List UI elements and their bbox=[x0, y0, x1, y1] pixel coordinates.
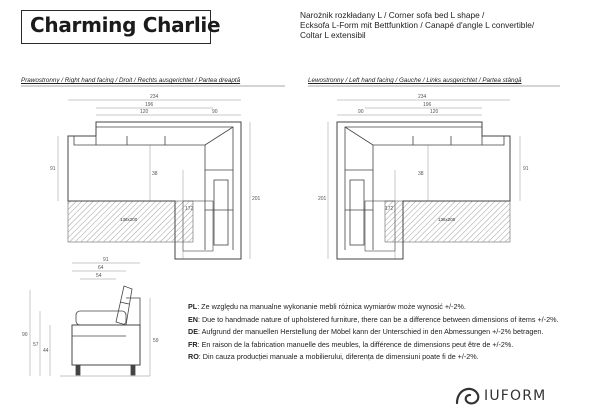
dim-label: 196 bbox=[423, 102, 432, 108]
dim-label: 234 bbox=[418, 94, 427, 100]
right-chaise-cushion bbox=[214, 180, 228, 245]
dim-label: 196 bbox=[145, 102, 154, 108]
dim-label: 120 bbox=[430, 109, 439, 115]
dim-label: 90 bbox=[212, 109, 218, 115]
dim-label: 38 bbox=[152, 171, 158, 177]
subtitle-line: Ecksofa L-Form mit Bettfunktion / Canapé d'angle L convertible/ bbox=[300, 20, 535, 30]
side-backrest bbox=[116, 286, 132, 325]
subtitle-line: Coltar L extensibil bbox=[300, 30, 366, 40]
dim-label: 38 bbox=[418, 171, 424, 177]
dim-label: 234 bbox=[150, 94, 159, 100]
dim-label: 57 bbox=[33, 342, 39, 348]
dim-label: 91 bbox=[103, 257, 109, 263]
note-de: DE: Aufgrund der manuellen Herstellung der Möbel kann der Unterschied in den Abmessungen +/-2% betragen. bbox=[188, 327, 544, 337]
bed-size-label: 136x200 bbox=[438, 217, 456, 222]
subtitle-line: Narożnik rozkładany L / Corner sofa bed L shape / bbox=[300, 10, 485, 20]
dim-label: 120 bbox=[140, 109, 149, 115]
side-dimension-labels bbox=[22, 257, 159, 354]
side-body bbox=[72, 325, 140, 365]
note-pl: PL: Ze względu na manualne wykonanie mebli różnica wymiarów może wynosić +/-2%. bbox=[188, 302, 466, 311]
left-chaise-cushion bbox=[350, 180, 364, 245]
dim-label: 54 bbox=[96, 273, 102, 279]
note-en: EN: Due to handmade nature of upholstered furniture, there can be a difference between dimensions of items +/-2%. bbox=[188, 314, 559, 324]
side-view bbox=[30, 263, 150, 376]
dim-label: 59 bbox=[153, 338, 159, 344]
dim-label: 172 bbox=[385, 206, 394, 212]
left-view-label: Lewostronny / Left hand facing / Gauche / Links ausgerichtet / Partea stângă bbox=[308, 77, 522, 84]
left-hand-top-view bbox=[328, 100, 520, 259]
note-fr: FR: En raison de la fabrication manuelle des meubles, la différence de dimensions peut être de +/-2%. bbox=[188, 339, 514, 349]
dim-label: 91 bbox=[50, 166, 56, 172]
right-hand-top-view bbox=[58, 100, 250, 259]
product-title: Charming Charlie bbox=[30, 13, 221, 37]
side-leg-back bbox=[131, 365, 135, 375]
bed-size-label: 136x200 bbox=[120, 217, 138, 222]
brand-name: IUFORM bbox=[484, 388, 547, 404]
dim-label: 91 bbox=[523, 166, 529, 172]
dim-label: 64 bbox=[98, 265, 104, 271]
dim-label: 44 bbox=[43, 348, 49, 354]
dim-label: 90 bbox=[358, 109, 364, 115]
note-ro: RO: Din cauza producției manuale a mobilierului, diferența de dimensiuni poate fi de +/-2%. bbox=[188, 352, 479, 362]
left-corner-seam bbox=[345, 127, 373, 145]
dim-label: 201 bbox=[318, 196, 327, 202]
tolerance-notes bbox=[188, 301, 598, 364]
miuform-swirl-icon bbox=[453, 383, 483, 409]
dim-label: 90 bbox=[22, 332, 28, 338]
dim-label: 201 bbox=[252, 196, 261, 202]
side-leg-front bbox=[76, 365, 80, 375]
dim-label: 172 bbox=[185, 206, 194, 212]
right-view-label: Prawostronny / Right hand facing / Droit / Rechts ausgerichtet / Partea dreaptă bbox=[21, 77, 241, 84]
brand-logo bbox=[453, 383, 593, 409]
right-corner-seam bbox=[205, 127, 233, 145]
